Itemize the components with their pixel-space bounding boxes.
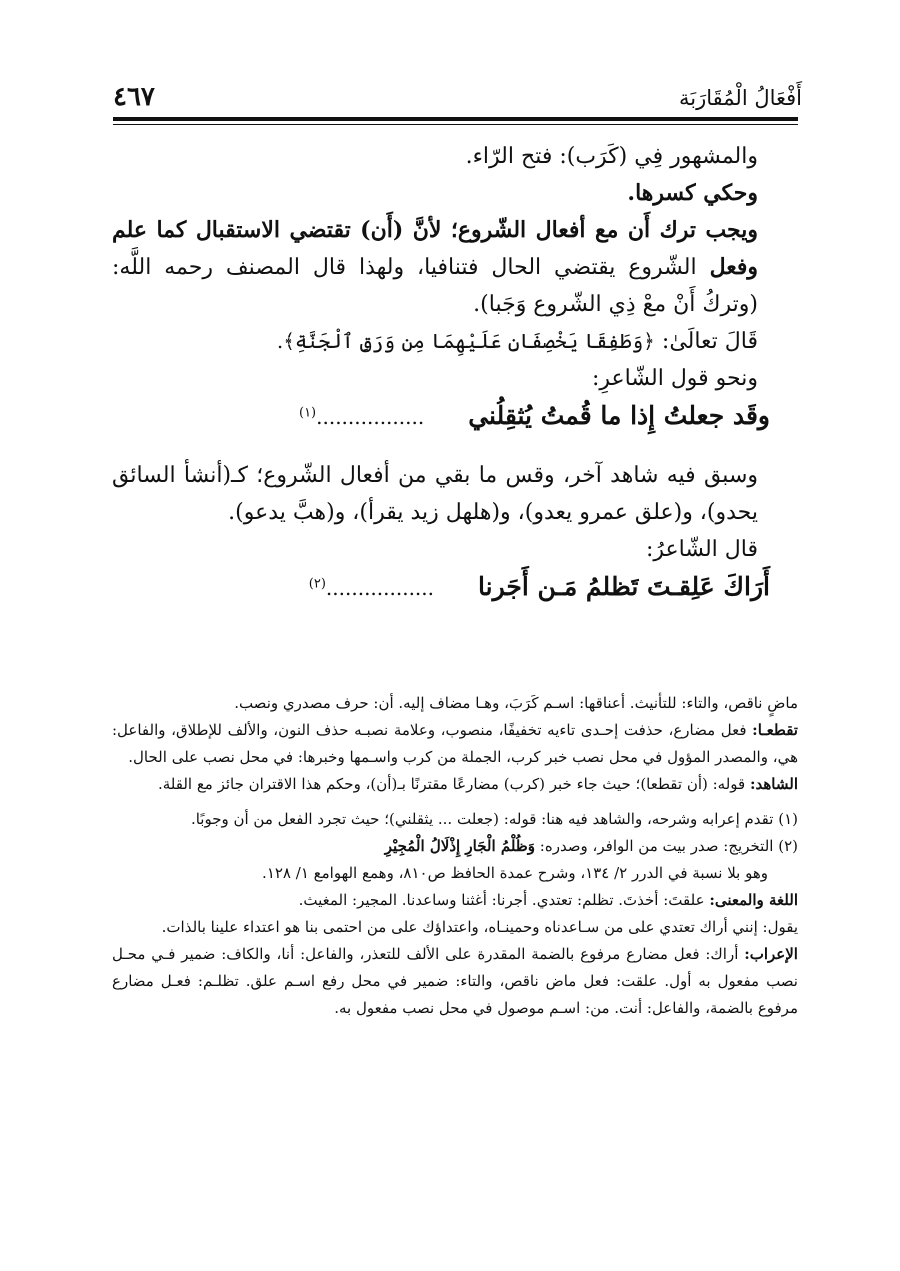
footnote-2-sources: وهو بلا نسبة في الدرر ٢/ ١٣٤، وشرح عمدة الحافظ ص٨١٠، وهمع الهوامع ١/ ١٢٨.	[262, 864, 768, 882]
paragraph-shuru-rule	[112, 212, 798, 323]
footnote-1: (١) تقدم إعرابه وشرحه، والشاهد فيه هنا: قوله: (جعلت ... يثقلني)؛ حيث تجرد الفعل من أن وجوبًا.	[190, 810, 798, 828]
verse-2-ellipsis	[309, 576, 434, 600]
verse-2-dots: .................	[325, 576, 434, 600]
paragraph-poet-intro: ونحو قول الشّاعرِ:	[592, 366, 758, 391]
rule-rest-text: الشّروع يقتضي الحال فتنافيا، ولهذا قال المصنف رحمه اللَّه: (وتركُ أَنْ معْ ذِي الشّروع وَجَبا).	[112, 255, 758, 317]
rule-bold-text: ويجب ترك أَن مع أفعال الشّروع؛ لأنَّ (أَن) تقتضي الاستقبال كما علم وفعل	[112, 217, 758, 280]
footnote-2-prefix: (٢) التخريج: صدر بيت من الوافر، وصدره:	[539, 837, 798, 855]
verse-1-ellipsis	[299, 405, 424, 429]
header-rule-thick	[113, 117, 798, 121]
footnote-ref-2: (٢)	[308, 576, 326, 592]
footnote-continued-irab: ماضٍ ناقص، والتاء: للتأنيث. أعناقها: اسـم كَرَبَ، وهـا مضاف إليه. أن: حرف مصدري ونصب.	[234, 694, 798, 712]
footnote-gap	[112, 798, 798, 806]
footnote-2-meaning: يقول: إنني أراك تعتدي على من سـاعدناه وحمينـاه، واعتداؤك على من احتمى بنا هو اعتداء علينا بالذات.	[161, 918, 798, 936]
footnote-taqtaa	[112, 717, 798, 771]
footnote-2	[112, 833, 798, 860]
poetry-verse-2	[112, 572, 798, 628]
verse-1-dots: .................	[316, 405, 425, 429]
footnote-shahid	[112, 771, 798, 798]
language-text: علقتَ: أخذتَ. تظلم: تعتدي. أجرنا: أغثنا وساعدنا. المجير: المغيث.	[298, 891, 705, 909]
verse-1-text: وقَد جعلتُ إِذا ما قُمتُ يُثقِلُني	[468, 401, 770, 430]
header-rule-thin	[113, 124, 798, 125]
irab-label: الإعراب:	[744, 945, 798, 963]
main-text	[112, 138, 798, 628]
quran-verse: ﴿وَطَفِقَا يَخْصِفَانِ عَلَيْهِمَا مِن وَرَقِ ٱلْجَنَّةِ﴾.	[276, 329, 655, 353]
footnote-2-irab	[112, 941, 798, 1022]
shahid-text: قوله: (أن تقطعا)؛ حيث جاء خبر (كرب) مضارعًا مقترنًا بـ(أن)، وحكم هذا الاقتران جائز مع القلة.	[157, 775, 746, 793]
verse-2-text: أَرَاكَ عَلِقـتَ تَظلمُ مَـن أَجَرنا	[478, 572, 770, 601]
paragraph-quran-citation	[112, 323, 798, 360]
footnote-2-language	[112, 887, 798, 914]
shahid-label: الشاهد:	[749, 775, 798, 793]
language-label: اللغة والمعنى:	[709, 891, 798, 909]
footnotes	[112, 690, 798, 1022]
taqtaa-text: فعل مضارع، حذفت إحـدى تاءيه تخفيفًا، منصوب، وعلامة نصبـه حذف النون، والألف للإطلاق، والفاعل: هي، والمصدر المؤول في محل نصب خبر كرب، الجملة من كرب واسـمها وخبرها: في محل نصب على الحال.	[112, 721, 798, 766]
footnote-ref-1: (١)	[298, 405, 317, 421]
paragraph-karab-fatha: والمشهور فِي (كَرَب): فتح الرّاء.	[465, 144, 758, 169]
paragraph-kasra: وحكي كسرها.	[627, 180, 758, 206]
taqtaa-label: تقطعـا:	[752, 721, 798, 739]
running-header-title: أَفْعَالُ الْمُقَارَبَة	[679, 86, 802, 110]
poetry-verse-1	[112, 401, 798, 457]
quran-intro: قَالَ تعالَىٰ:	[661, 329, 758, 354]
footnote-2-verse: وَظُلْمُ الْجَارِ إِذْلَالُ الْمُجِيْرِ	[384, 837, 535, 855]
irab-text: أراك: فعل مضارع مرفوع بالضمة المقدرة على الألف للتعذر، والفاعل: أنا، والكاف: ضمير فـي محـل نصب مفعول به أول. علقت: فعل ماض ناقص، والتاء: ضمير في محل رفع اسـم علق. تظلـم: فعـل مضارع مرفوع بالضمة، والفاعل: أنت. من: اسـم موصول في محل نصب مفعول به.	[112, 945, 798, 1017]
page-number: ٤٦٧	[113, 82, 155, 112]
paragraph-other-shuru-verbs: وسبق فيه شاهد آخر، وقس ما بقي من أفعال الشّروع؛ كـ(أنشأ السائق يحدو)، و(علق عمرو يعدو)، و(هلهل زيد يقرأ)، و(هبَّ يدعو).	[112, 463, 758, 525]
paragraph-poet-intro-2: قال الشّاعرُ:	[645, 537, 758, 562]
